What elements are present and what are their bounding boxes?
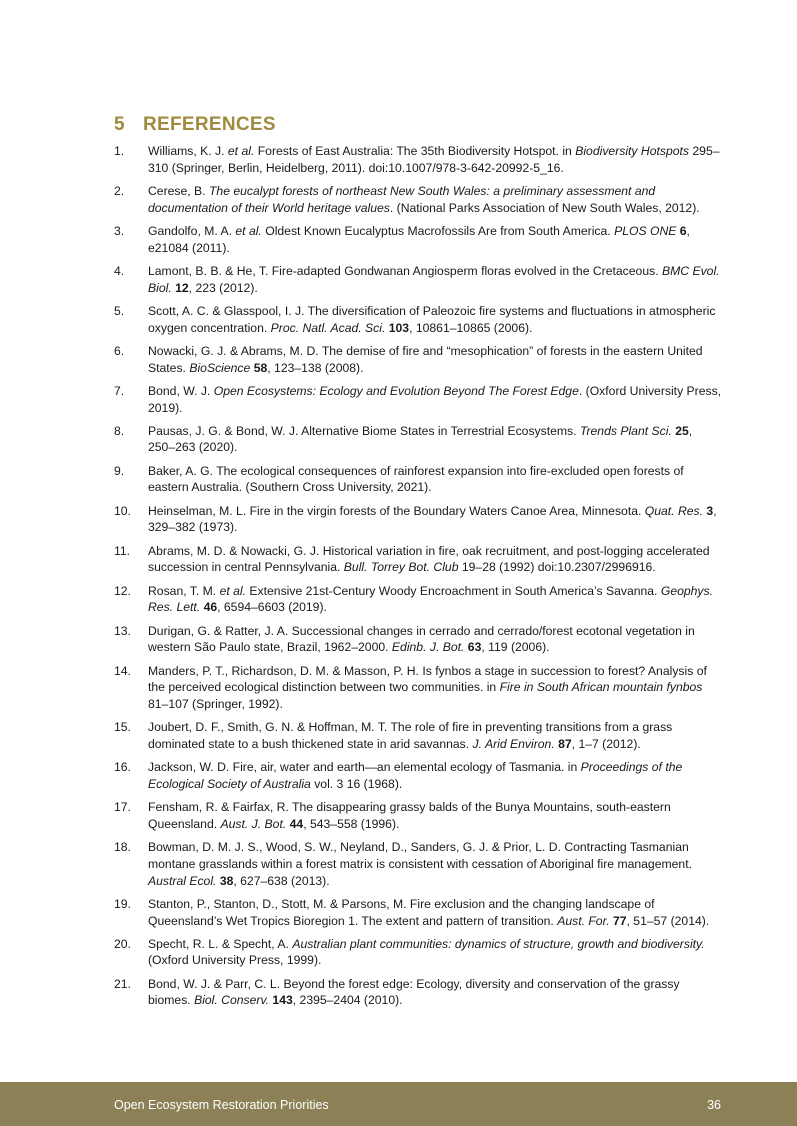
- reference-item: [114, 303, 722, 336]
- reference-segment: , e21084 (2011).: [148, 223, 690, 255]
- page-number: 36: [707, 1098, 721, 1112]
- reference-item: [114, 143, 722, 176]
- reference-item: [114, 503, 722, 536]
- reference-segment: , 250–263 (2020).: [148, 423, 693, 455]
- reference-segment: Stanton, P., Stanton, D., Stott, M. & Parsons, M. Fire exclusion and the changing landscape of Queensland’s Wet Tropics Bioregion 1. The extent and pattern of transition.: [148, 896, 655, 928]
- reference-italic-segment: Australian plant communities: dynamics of structure, growth and biodiversity.: [292, 936, 705, 951]
- reference-volume: 103: [388, 320, 410, 335]
- reference-number: 3.: [114, 223, 125, 238]
- reference-segment: 19–28 (1992) doi:10.2307/2996916.: [458, 560, 656, 575]
- reference-text: [148, 720, 672, 751]
- reference-volume: 44: [289, 816, 304, 831]
- reference-italic-segment: et al.: [235, 223, 262, 238]
- section-title: REFERENCES: [143, 114, 276, 135]
- reference-number: 9.: [114, 463, 125, 478]
- reference-segment: , 2395–2404 (2010).: [292, 993, 403, 1008]
- reference-item: [114, 936, 722, 969]
- reference-segment: Extensive 21st-Century Woody Encroachment in South America’s Savanna.: [246, 583, 661, 598]
- reference-text: [148, 760, 682, 791]
- reference-segment: , 627–638 (2013).: [233, 873, 330, 888]
- reference-segment: Heinselman, M. L. Fire in the virgin forests of the Boundary Waters Canoe Area, Minnesota.: [148, 503, 645, 518]
- reference-segment: , 543–558 (1996).: [303, 816, 400, 831]
- reference-italic-segment: Fire in South African mountain fynbos: [499, 680, 703, 695]
- reference-volume: 63: [467, 640, 482, 655]
- reference-volume: 38: [219, 873, 234, 888]
- reference-italic-segment: Open Ecosystems: Ecology and Evolution Beyond The Forest Edge: [213, 383, 579, 398]
- reference-number: 12.: [114, 583, 131, 598]
- reference-item: [114, 759, 722, 792]
- reference-item: [114, 343, 722, 376]
- reference-italic-segment: Trends Plant Sci.: [579, 423, 672, 438]
- reference-number: 13.: [114, 623, 131, 638]
- reference-text: [148, 664, 707, 711]
- reference-italic-segment: Geophys. Res. Lett.: [148, 583, 714, 615]
- reference-segment: , 119 (2006).: [481, 640, 550, 655]
- reference-italic-segment: Bull. Torrey Bot. Club: [343, 560, 459, 575]
- reference-item: [114, 663, 722, 713]
- reference-italic-segment: Proc. Natl. Acad. Sci.: [270, 320, 386, 335]
- reference-text: [148, 624, 695, 655]
- reference-segment: Oldest Known Eucalyptus Macrofossils Are from South America.: [261, 223, 615, 238]
- reference-segment: Pausas, J. G. & Bond, W. J. Alternative Biome States in Terrestrial Ecosystems.: [148, 423, 580, 438]
- reference-item: [114, 719, 722, 752]
- reference-volume: 3: [706, 503, 714, 518]
- reference-italic-segment: et al.: [219, 583, 247, 598]
- reference-segment: Rosan, T. M.: [148, 583, 220, 598]
- reference-number: 20.: [114, 936, 131, 951]
- reference-item: [114, 423, 722, 456]
- reference-segment: Williams, K. J.: [148, 144, 228, 158]
- reference-text: [148, 504, 717, 535]
- reference-italic-segment: Aust. J. Bot.: [220, 816, 287, 831]
- reference-italic-segment: Quat. Res.: [644, 503, 704, 518]
- reference-text: [148, 840, 692, 887]
- reference-italic-segment: Proceedings of the Ecological Society of Australia: [148, 760, 683, 791]
- reference-volume: 46: [203, 600, 218, 615]
- reference-item: [114, 896, 722, 929]
- reference-segment: 81–107 (Springer, 1992).: [148, 696, 283, 711]
- reference-text: [148, 384, 721, 415]
- reference-item: [114, 839, 722, 889]
- reference-number: 16.: [114, 760, 131, 775]
- reference-segment: , 10861–10865 (2006).: [409, 320, 533, 335]
- reference-item: [114, 383, 722, 416]
- reference-text: [148, 344, 703, 375]
- reference-segment: , 51–57 (2014).: [626, 913, 710, 928]
- page-footer: [0, 1082, 797, 1126]
- reference-italic-segment: Biodiversity Hotspots: [575, 144, 690, 158]
- reference-segment: Scott, A. C. & Glasspool, I. J. The diversification of Paleozoic fire systems and fluctuations in atmospheric oxygen concentration.: [148, 303, 716, 335]
- reference-volume: 143: [272, 993, 293, 1008]
- reference-italic-segment: Aust. For.: [557, 913, 610, 928]
- reference-number: 21.: [114, 976, 131, 991]
- reference-italic-segment: The eucalypt forests of northeast New South Wales: a preliminary assessment and documentation of their World heritage values: [148, 183, 656, 215]
- reference-text: [148, 184, 700, 215]
- reference-italic-segment: BMC Evol. Biol.: [148, 263, 720, 295]
- reference-number: 17.: [114, 800, 131, 815]
- reference-item: [114, 463, 722, 496]
- reference-item: [114, 223, 722, 256]
- reference-number: 18.: [114, 840, 131, 855]
- reference-segment: Joubert, D. F., Smith, G. N. & Hoffman, M. T. The role of fire in preventing transitions from a grass dominated state to a bush thickened state in arid savannas.: [148, 720, 673, 751]
- reference-italic-segment: J. Arid Environ.: [472, 736, 555, 751]
- reference-segment: , 329–382 (1973).: [148, 503, 717, 535]
- reference-segment: Specht, R. L. & Specht, A.: [148, 936, 293, 951]
- reference-italic-segment: Biol. Conserv.: [194, 993, 270, 1008]
- reference-item: [114, 583, 722, 616]
- reference-segment: , 1–7 (2012).: [571, 736, 641, 751]
- reference-italic-segment: et al.: [227, 144, 255, 158]
- reference-segment: Fensham, R. & Fairfax, R. The disappearing grassy balds of the Bunya Mountains, south-eastern Queensland.: [148, 800, 671, 831]
- reference-number: 4.: [114, 263, 125, 278]
- reference-item: [114, 183, 722, 216]
- reference-segment: Durigan, G. & Ratter, J. A. Successional changes in cerrado and cerrado/forest ecotonal vegetation in western São Paulo state, Brazil, 1962–2000.: [148, 623, 695, 655]
- reference-segment: Baker, A. G. The ecological consequences of rainforest expansion into fire-excluded open forests of eastern Australia. (Southern Cross University, 2021).: [148, 463, 684, 495]
- reference-segment: Lamont, B. B. & He, T. Fire-adapted Gondwanan Angiosperm floras evolved in the Cretaceous.: [148, 263, 662, 278]
- reference-segment: Manders, P. T., Richardson, D. M. & Masson, P. H. Is fynbos a stage in succession to forest? Analysis of the perceived ecological distinction between two communities. in: [148, 663, 707, 695]
- reference-number: 5.: [114, 303, 125, 318]
- reference-text: [148, 977, 680, 1008]
- reference-number: 10.: [114, 503, 131, 518]
- section-heading: [114, 114, 276, 136]
- reference-segment: Nowacki, G. J. & Abrams, M. D. The demise of fire and “mesophication” of forests in the eastern United States.: [148, 343, 703, 375]
- reference-volume: 12: [175, 280, 189, 295]
- reference-text: [148, 264, 720, 295]
- reference-text: [148, 424, 692, 455]
- footer-document-title: Open Ecosystem Restoration Priorities: [114, 1098, 329, 1112]
- reference-segment: , 6594–6603 (2019).: [217, 600, 327, 615]
- reference-text: [148, 800, 671, 831]
- reference-item: [114, 263, 722, 296]
- reference-text: [148, 937, 705, 968]
- reference-volume: 6: [679, 223, 687, 238]
- reference-text: [148, 544, 710, 575]
- reference-text: [148, 224, 690, 255]
- reference-text: [148, 144, 720, 175]
- reference-segment: Cerese, B.: [148, 183, 209, 198]
- reference-italic-segment: Edinb. J. Bot.: [391, 640, 465, 655]
- section-number: 5: [114, 114, 125, 135]
- reference-number: 11.: [114, 543, 131, 558]
- reference-segment: Bowman, D. M. J. S., Wood, S. W., Neyland, D., Sanders, G. J. & Prior, L. D. Contracting Tasmanian montane grasslands within a forest matrix is consistent with cessation of Aboriginal fire management.: [148, 840, 692, 871]
- reference-item: [114, 623, 722, 656]
- reference-number: 8.: [114, 423, 125, 438]
- reference-number: 14.: [114, 663, 131, 678]
- reference-item: [114, 543, 722, 576]
- reference-segment: Abrams, M. D. & Nowacki, G. J. Historical variation in fire, oak recruitment, and post-logging accelerated succession in central Pennsylvania.: [148, 543, 710, 575]
- reference-volume: 87: [558, 736, 572, 751]
- reference-segment: (Oxford University Press, 1999).: [148, 953, 322, 968]
- reference-item: [114, 799, 722, 832]
- reference-text: [148, 584, 713, 615]
- reference-segment: . (National Parks Association of New South Wales, 2012).: [389, 200, 700, 215]
- reference-number: 6.: [114, 343, 125, 358]
- reference-italic-segment: Austral Ecol.: [148, 873, 217, 888]
- reference-segment: , 123–138 (2008).: [267, 360, 364, 375]
- reference-volume: 77: [612, 913, 627, 928]
- reference-italic-segment: BioScience: [189, 360, 251, 375]
- reference-segment: . (Oxford University Press, 2019).: [148, 383, 722, 415]
- reference-item: [114, 976, 722, 1009]
- reference-segment: Bond, W. J. & Parr, C. L. Beyond the forest edge: Ecology, diversity and conservation of the grassy biomes.: [148, 976, 680, 1008]
- reference-italic-segment: PLOS ONE: [614, 223, 677, 238]
- reference-segment: Bond, W. J.: [148, 383, 214, 398]
- reference-segment: Gandolfo, M. A.: [148, 223, 236, 238]
- reference-segment: Jackson, W. D. Fire, air, water and earth—an elemental ecology of Tasmania. in: [148, 760, 581, 775]
- reference-number: 15.: [114, 720, 131, 735]
- reference-segment: 295–310 (Springer, Berlin, Heidelberg, 2011). doi:10.1007/978-3-642-20992-5_16.: [148, 144, 720, 175]
- reference-number: 1.: [114, 144, 125, 158]
- reference-segment: , 223 (2012).: [188, 280, 258, 295]
- reference-number: 19.: [114, 896, 131, 911]
- reference-volume: 25: [675, 423, 689, 438]
- reference-number: 2.: [114, 183, 125, 198]
- reference-text: [148, 464, 684, 495]
- reference-segment: vol. 3 16 (1968).: [310, 776, 403, 791]
- reference-segment: Forests of East Australia: The 35th Biodiversity Hotspot. in: [254, 144, 576, 158]
- reference-list: [114, 143, 722, 1016]
- reference-number: 7.: [114, 383, 125, 398]
- reference-text: [148, 304, 715, 335]
- reference-text: [148, 897, 709, 928]
- reference-volume: 58: [253, 360, 268, 375]
